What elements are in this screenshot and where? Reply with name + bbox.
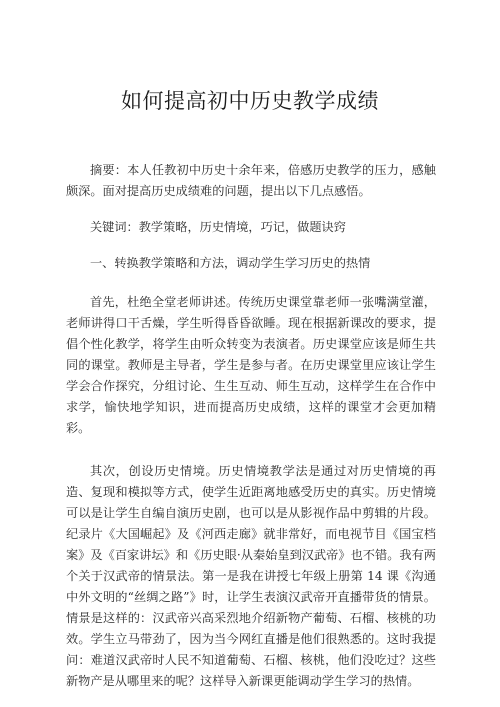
document-body [66,160,436,692]
document-title: 如何提高初中历史教学成绩 [121,89,379,113]
section-heading: 一、转换教学策略和方法，调动学生学习历史的热情 [90,256,371,270]
spacer [66,439,436,461]
body-paragraph-1: 首先，杜绝全堂老师讲述。传统历史课堂靠老师一张嘴满堂灌，老师讲得口干舌燥，学生听得昏昏欲睡。现在根据新课改的要求，提倡个性化教学，将学生由听众转变为表演者。历史课堂应该是师生共同的课堂。教师是主导者，学生是参与者。在历史课堂里应该让学生学会合作探究，分组讨论、生生互动、师生互动，这样学生在合作中求学，愉快地学知识，进而提高历史成绩，这样的课堂才会更加精彩。 [66,295,436,435]
spacer [66,238,436,253]
spacer [66,274,436,292]
keywords-line: 关键词：教学策略，历史情境，巧记，做题诀窍 [90,220,346,234]
abstract-paragraph: 摘要：本人任教初中历史十余年来，倍感历史教学的压力，感触颇深。面对提高历史成绩难的问题，提出以下几点感悟。 [66,163,436,198]
body-paragraph-2: 其次，创设历史情境。历史情境教学法是通过对历史情境的再造、复现和模拟等方式，使学生近距离地感受历史的真实。历史情境可以是让学生自编自演历史剧，也可以是从影视作品中剪辑的片段。纪录片《大国崛起》及《河西走廊》就非常好，而电视节目《国宝档案》及《百家讲坛》和《历史眼·从秦始皇到汉武帝》也不错。我有两个关于汉武帝的情景法。第一是我在讲授七年级上册第 14 课《沟通中外文明的“丝绸之路”》时，让学生表演汉武帝开直播带货的情景。情景是这样的：汉武帝兴高采烈地介绍新物产葡萄、石榴、核桃的功效。学生立马带劲了，因为当今网红直播是他们很熟悉的。这时我提问：难道汉武帝时人民不知道葡萄、石榴、核桃，他们没吃过？这些新物产是从哪里来的呢？这样导入新课更能调动学生学习的热情。 [66,464,436,688]
spacer [66,202,436,217]
